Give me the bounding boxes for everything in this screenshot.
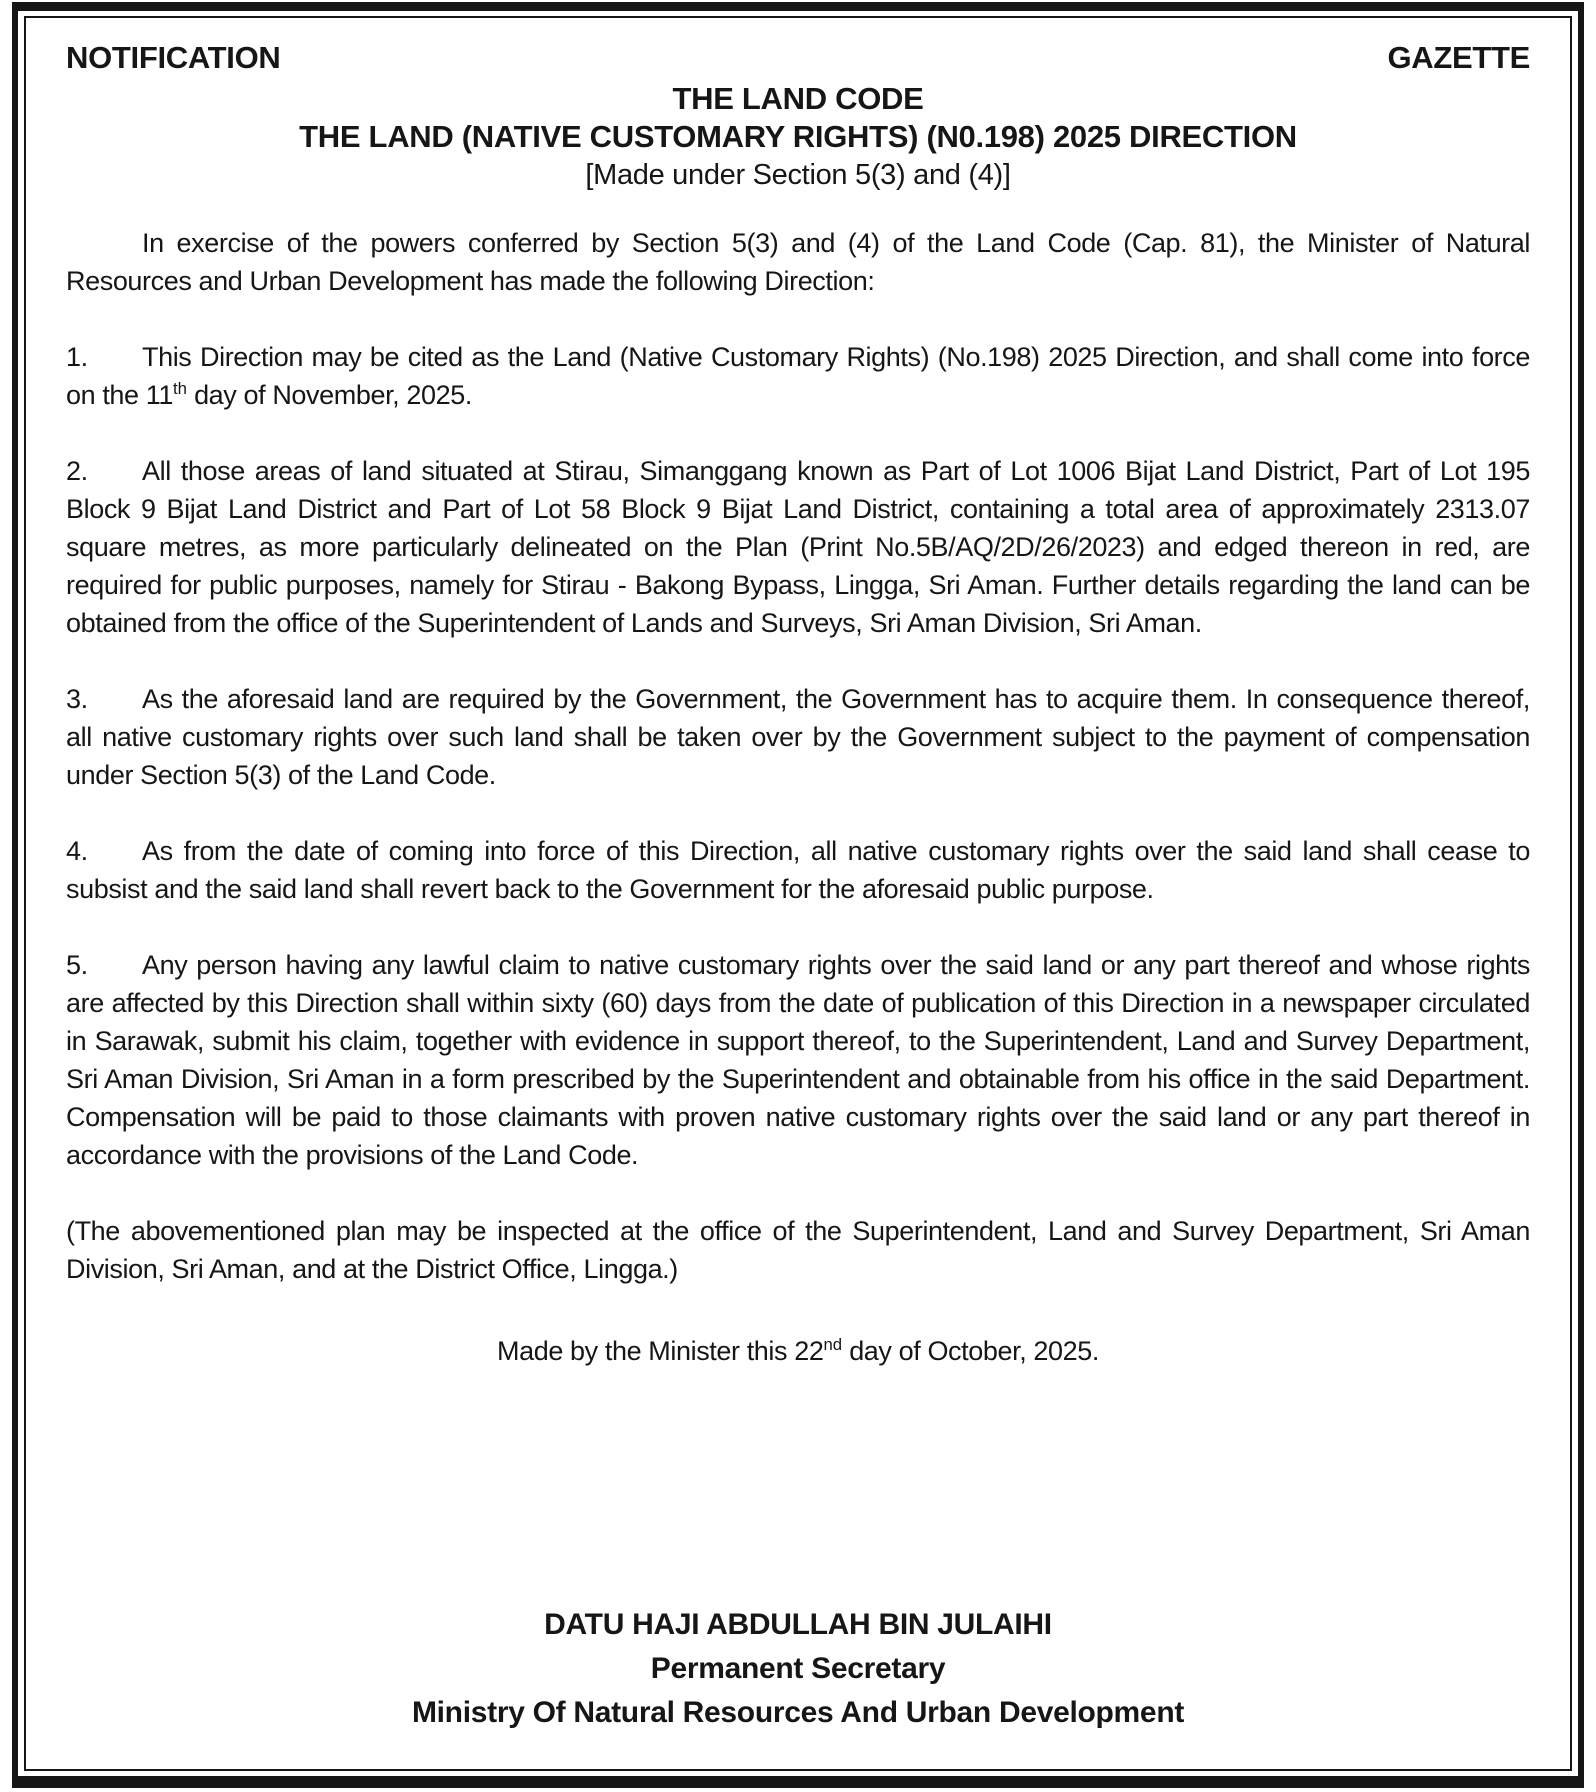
signatory-title: Permanent Secretary	[650, 1652, 946, 1685]
document-title: THE LAND CODE	[672, 81, 924, 116]
made-by-line	[66, 1332, 1530, 1370]
ordinal-superscript: th	[173, 379, 187, 398]
gazette-label: GAZETTE	[1387, 40, 1530, 75]
clause-text: All those areas of land situated at Stirau, Simanggang known as Part of Lot 1006 Bijat Land District, Part of Lot 195 Block 9 Bijat Land District and Part of Lot 58 Block 9 Bijat Land District, containing a total area of approximately 2313.07 square metres, as more particularly delineated on the Plan (Print No.5B/AQ/2D/26/2023) and edged thereon in red, are required for public purposes, namely for Stirau - Bakong Bypass, Lingga, Sri Aman. Further details regarding the land can be obtained from the office of the Superintendent of Lands and Surveys, Sri Aman Division, Sri Aman.	[66, 456, 1530, 638]
clause-1	[66, 338, 1530, 414]
clause-3	[66, 680, 1530, 794]
signatory-name: DATU HAJI ABDULLAH BIN JULAIHI	[544, 1608, 1052, 1641]
signatory-ministry: Ministry Of Natural Resources And Urban Development	[411, 1696, 1185, 1729]
plan-inspection-text: (The abovementioned plan may be inspected at the office of the Superintendent, Land and Survey Department, Sri Aman Division, Sri Aman, and at the District Office, Lingga.)	[66, 1216, 1530, 1284]
clause-text: As from the date of coming into force of this Direction, all native customary rights over the said land shall cease to subsist and the said land shall revert back to the Government for the aforesaid public purpose.	[66, 836, 1530, 904]
notification-label: NOTIFICATION	[66, 40, 281, 75]
plan-inspection-note	[66, 1212, 1530, 1288]
made-by-text-part: Made by the Minister this 22	[497, 1336, 824, 1366]
clause-number: 3.	[66, 684, 88, 714]
clause-text-part: This Direction may be cited as the Land (Native Customary Rights) (No.198) 2025 Direction, and shall come into force on the 11	[66, 342, 1530, 410]
signature-block	[66, 1603, 1530, 1749]
clause-2	[66, 452, 1530, 642]
gazette-notice-inner-frame	[24, 16, 1572, 1771]
preamble-paragraph	[66, 224, 1530, 300]
gazette-notice-frame	[12, 2, 1584, 1788]
clause-text-part: day of November, 2025.	[186, 380, 472, 410]
clause-number: 2.	[66, 456, 88, 486]
clause-4	[66, 832, 1530, 908]
preamble-text: In exercise of the powers conferred by Section 5(3) and (4) of the Land Code (Cap. 81), the Minister of Natural Resources and Urban Development has made the following Direction:	[66, 228, 1530, 296]
clause-number: 5.	[66, 950, 88, 980]
ordinal-superscript: nd	[823, 1335, 843, 1354]
header-row	[66, 40, 1530, 76]
title-block	[66, 80, 1530, 194]
clause-text: Any person having any lawful claim to native customary rights over the said land or any part thereof and whose rights are affected by this Direction shall within sixty (60) days from the date of publication of this Direction in a newspaper circulated in Sarawak, submit his claim, together with evidence in support thereof, to the Superintendent, Land and Survey Department, Sri Aman Division, Sri Aman in a form prescribed by the Superintendent and obtainable from his office in the said Department. Compensation will be paid to those claimants with proven native customary rights over the said land or any part thereof in accordance with the provisions of the Land Code.	[66, 950, 1530, 1170]
enabling-provision: [Made under Section 5(3) and (4)]	[585, 159, 1011, 191]
clause-number: 4.	[66, 836, 88, 866]
clause-number: 1.	[66, 342, 88, 372]
made-by-text-part: day of October, 2025.	[842, 1336, 1099, 1366]
document-subtitle: THE LAND (NATIVE CUSTOMARY RIGHTS) (N0.198) 2025 DIRECTION	[299, 119, 1297, 154]
clause-5	[66, 946, 1530, 1174]
clause-text: As the aforesaid land are required by the Government, the Government has to acquire them. In consequence thereof, all native customary rights over such land shall be taken over by the Government subject to the payment of compensation under Section 5(3) of the Land Code.	[66, 684, 1530, 790]
